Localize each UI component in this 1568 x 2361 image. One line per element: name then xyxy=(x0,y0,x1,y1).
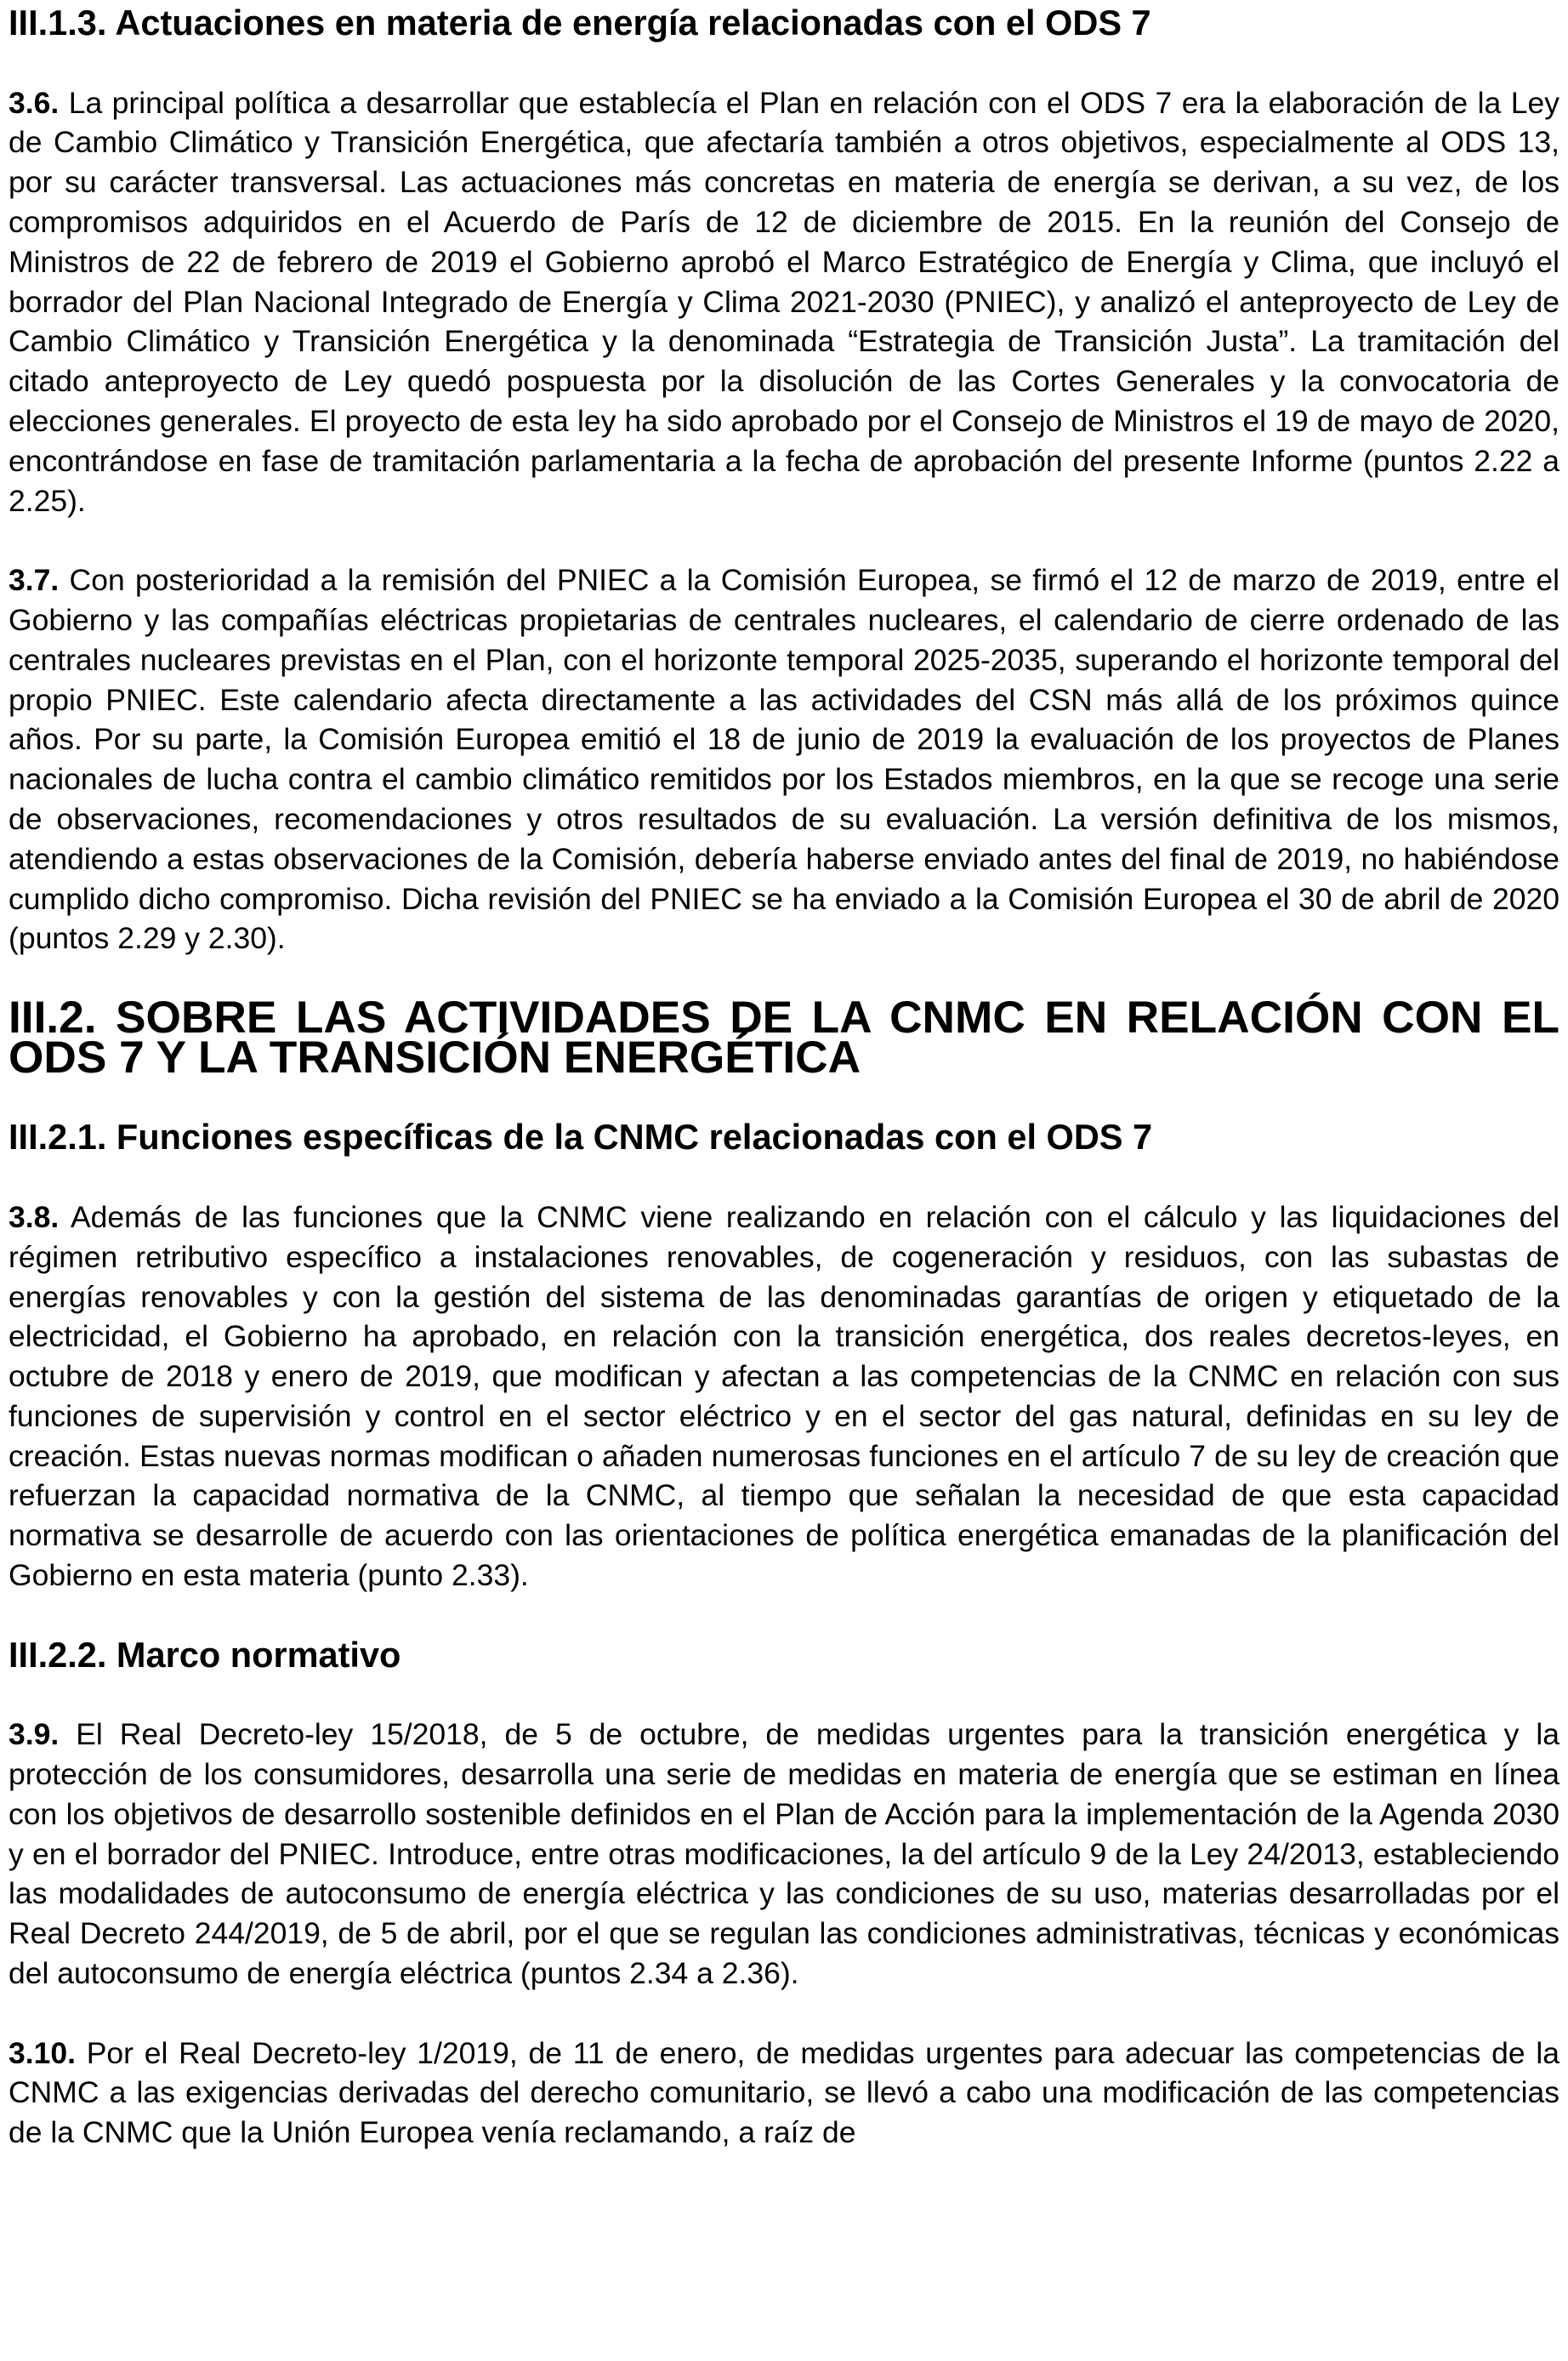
paragraph-number: 3.10. xyxy=(9,2035,76,2070)
paragraph-text: La principal política a desarrollar que establecía el Plan en relación con el ODS 7 era la elaboración de la Ley de Cambio Climático y Transición Energética, que afectaría también a otros objetivos, especialmente al ODS 13, por su carácter transversal. Las actuaciones más concretas en materia de energía se derivan, a su vez, de los compromisos adquiridos en el Acuerdo de París de 12 de diciembre de 2015. En la reunión del Consejo de Ministros de 22 de febrero de 2019 el Gobierno aprobó el Marco Estratégico de Energía y Clima, que incluyó el borrador del Plan Nacional Integrado de Energía y Clima 2021-2030 (PNIEC), y analizó el anteproyecto de Ley de Cambio Climático y Transición Energética y la denominada “Estrategia de Transición Justa”. La tramitación del citado anteproyecto de Ley quedó pospuesta por la disolución de las Cortes Generales y la convocatoria de elecciones generales. El proyecto de esta ley ha sido aprobado por el Consejo de Ministros el 19 de mayo de 2020, encontrándose en fase de tramitación parlamentaria a la fecha de aprobación del presente Informe (puntos 2.22 a 2.25). xyxy=(9,85,1559,518)
section-heading-iii-2-1: III.2.1. Funciones específicas de la CNMC relacionadas con el ODS 7 xyxy=(9,1117,1153,1158)
section-heading-iii-2-2: III.2.2. Marco normativo xyxy=(9,1634,401,1675)
spacer xyxy=(9,1158,1559,1198)
paragraph-3-9 xyxy=(9,1715,1559,1994)
spacer xyxy=(9,1078,1559,1118)
spacer xyxy=(9,1675,1559,1715)
spacer xyxy=(9,521,1559,560)
paragraph-text: El Real Decreto-ley 15/2018, de 5 de octubre, de medidas urgentes para la transición energética y la protección de los consumidores, desarrolla una serie de medidas en materia de energía que se estiman en línea con los objetivos de desarrollo sostenible definidos en el Plan de Acción para la implementación de la Agenda 2030 y en el borrador del PNIEC. Introduce, entre otras modificaciones, la del artículo 9 de la Ley 24/2013, estableciendo las modalidades de autoconsumo de energía eléctrica y las condiciones de su uso, materias desarrolladas por el Real Decreto 244/2019, de 5 de abril, por el que se regulan las condiciones administrativas, técnicas y económicas del autoconsumo de energía eléctrica (puntos 2.34 a 2.36). xyxy=(9,1717,1559,1991)
section-heading-iii-1-3: III.1.3. Actuaciones en materia de energía relacionadas con el ODS 7 xyxy=(9,3,1151,43)
spacer xyxy=(9,1994,1559,2034)
section-heading-iii-2: III.2. SOBRE LAS ACTIVIDADES DE LA CNMC EN RELACIÓN CON EL ODS 7 Y LA TRANSICIÓN ENERGÉTICA xyxy=(9,992,1559,1083)
paragraph-text: Además de las funciones que la CNMC viene realizando en relación con el cálculo y las liquidaciones del régimen retributivo específico a instalaciones renovables, de cogeneración y residuos, con las subastas de energías renovables y con la gestión del sistema de las denominadas garantías de origen y etiquetado de la electricidad, el Gobierno ha aprobado, en relación con la transición energética, dos reales decretos-leyes, en octubre de 2018 y enero de 2019, que modifican y afectan a las competencias de la CNMC en relación con sus funciones de supervisión y control en el sector eléctrico y en el sector del gas natural, definidas en su ley de creación. Estas nuevas normas modifican o añaden numerosas funciones en el artículo 7 de su ley de creación que refuerzan la capacidad normativa de la CNMC, al tiempo que señalan la necesidad de que esta capacidad normativa se desarrolle de acuerdo con las orientaciones de política energética emanadas de la planificación del Gobierno en esta materia (punto 2.33). xyxy=(9,1199,1559,1593)
paragraph-3-7 xyxy=(9,560,1559,959)
paragraph-number: 3.7. xyxy=(9,563,60,598)
paragraph-number: 3.6. xyxy=(9,85,60,120)
paragraph-3-8 xyxy=(9,1198,1559,1596)
paragraph-number: 3.8. xyxy=(9,1199,60,1234)
paragraph-3-6 xyxy=(9,83,1559,521)
spacer xyxy=(9,1596,1559,1636)
paragraph-3-10 xyxy=(9,2034,1559,2153)
paragraph-text: Con posterioridad a la remisión del PNIEC a la Comisión Europea, se firmó el 12 de marzo de 2019, entre el Gobierno y las compañías eléctricas propietarias de centrales nucleares, el calendario de cierre ordenado de las centrales nucleares previstas en el Plan, con el horizonte temporal 2025-2035, superando el horizonte temporal del propio PNIEC. Este calendario afecta directamente a las actividades del CSN más allá de los próximos quince años. Por su parte, la Comisión Europea emitió el 18 de junio de 2019 la evaluación de los proyectos de Planes nacionales de lucha contra el cambio climático remitidos por los Estados miembros, en la que se recoge una serie de observaciones, recomendaciones y otros resultados de su evaluación. La versión definitiva de los mismos, atendiendo a estas observaciones de la Comisión, debería haberse enviado antes del final de 2019, no habiéndose cumplido dicho compromiso. Dicha revisión del PNIEC se ha enviado a la Comisión Europea el 30 de abril de 2020 (puntos 2.29 y 2.30). xyxy=(9,563,1559,956)
paragraph-text: Por el Real Decreto-ley 1/2019, de 11 de enero, de medidas urgentes para adecuar las competencias de la CNMC a las exigencias derivadas del derecho comunitario, se llevó a cabo una modificación de las competencias de la CNMC que la Unión Europea venía reclamando, a raíz de xyxy=(9,2035,1559,2150)
spacer xyxy=(9,43,1559,83)
paragraph-number: 3.9. xyxy=(9,1717,60,1752)
